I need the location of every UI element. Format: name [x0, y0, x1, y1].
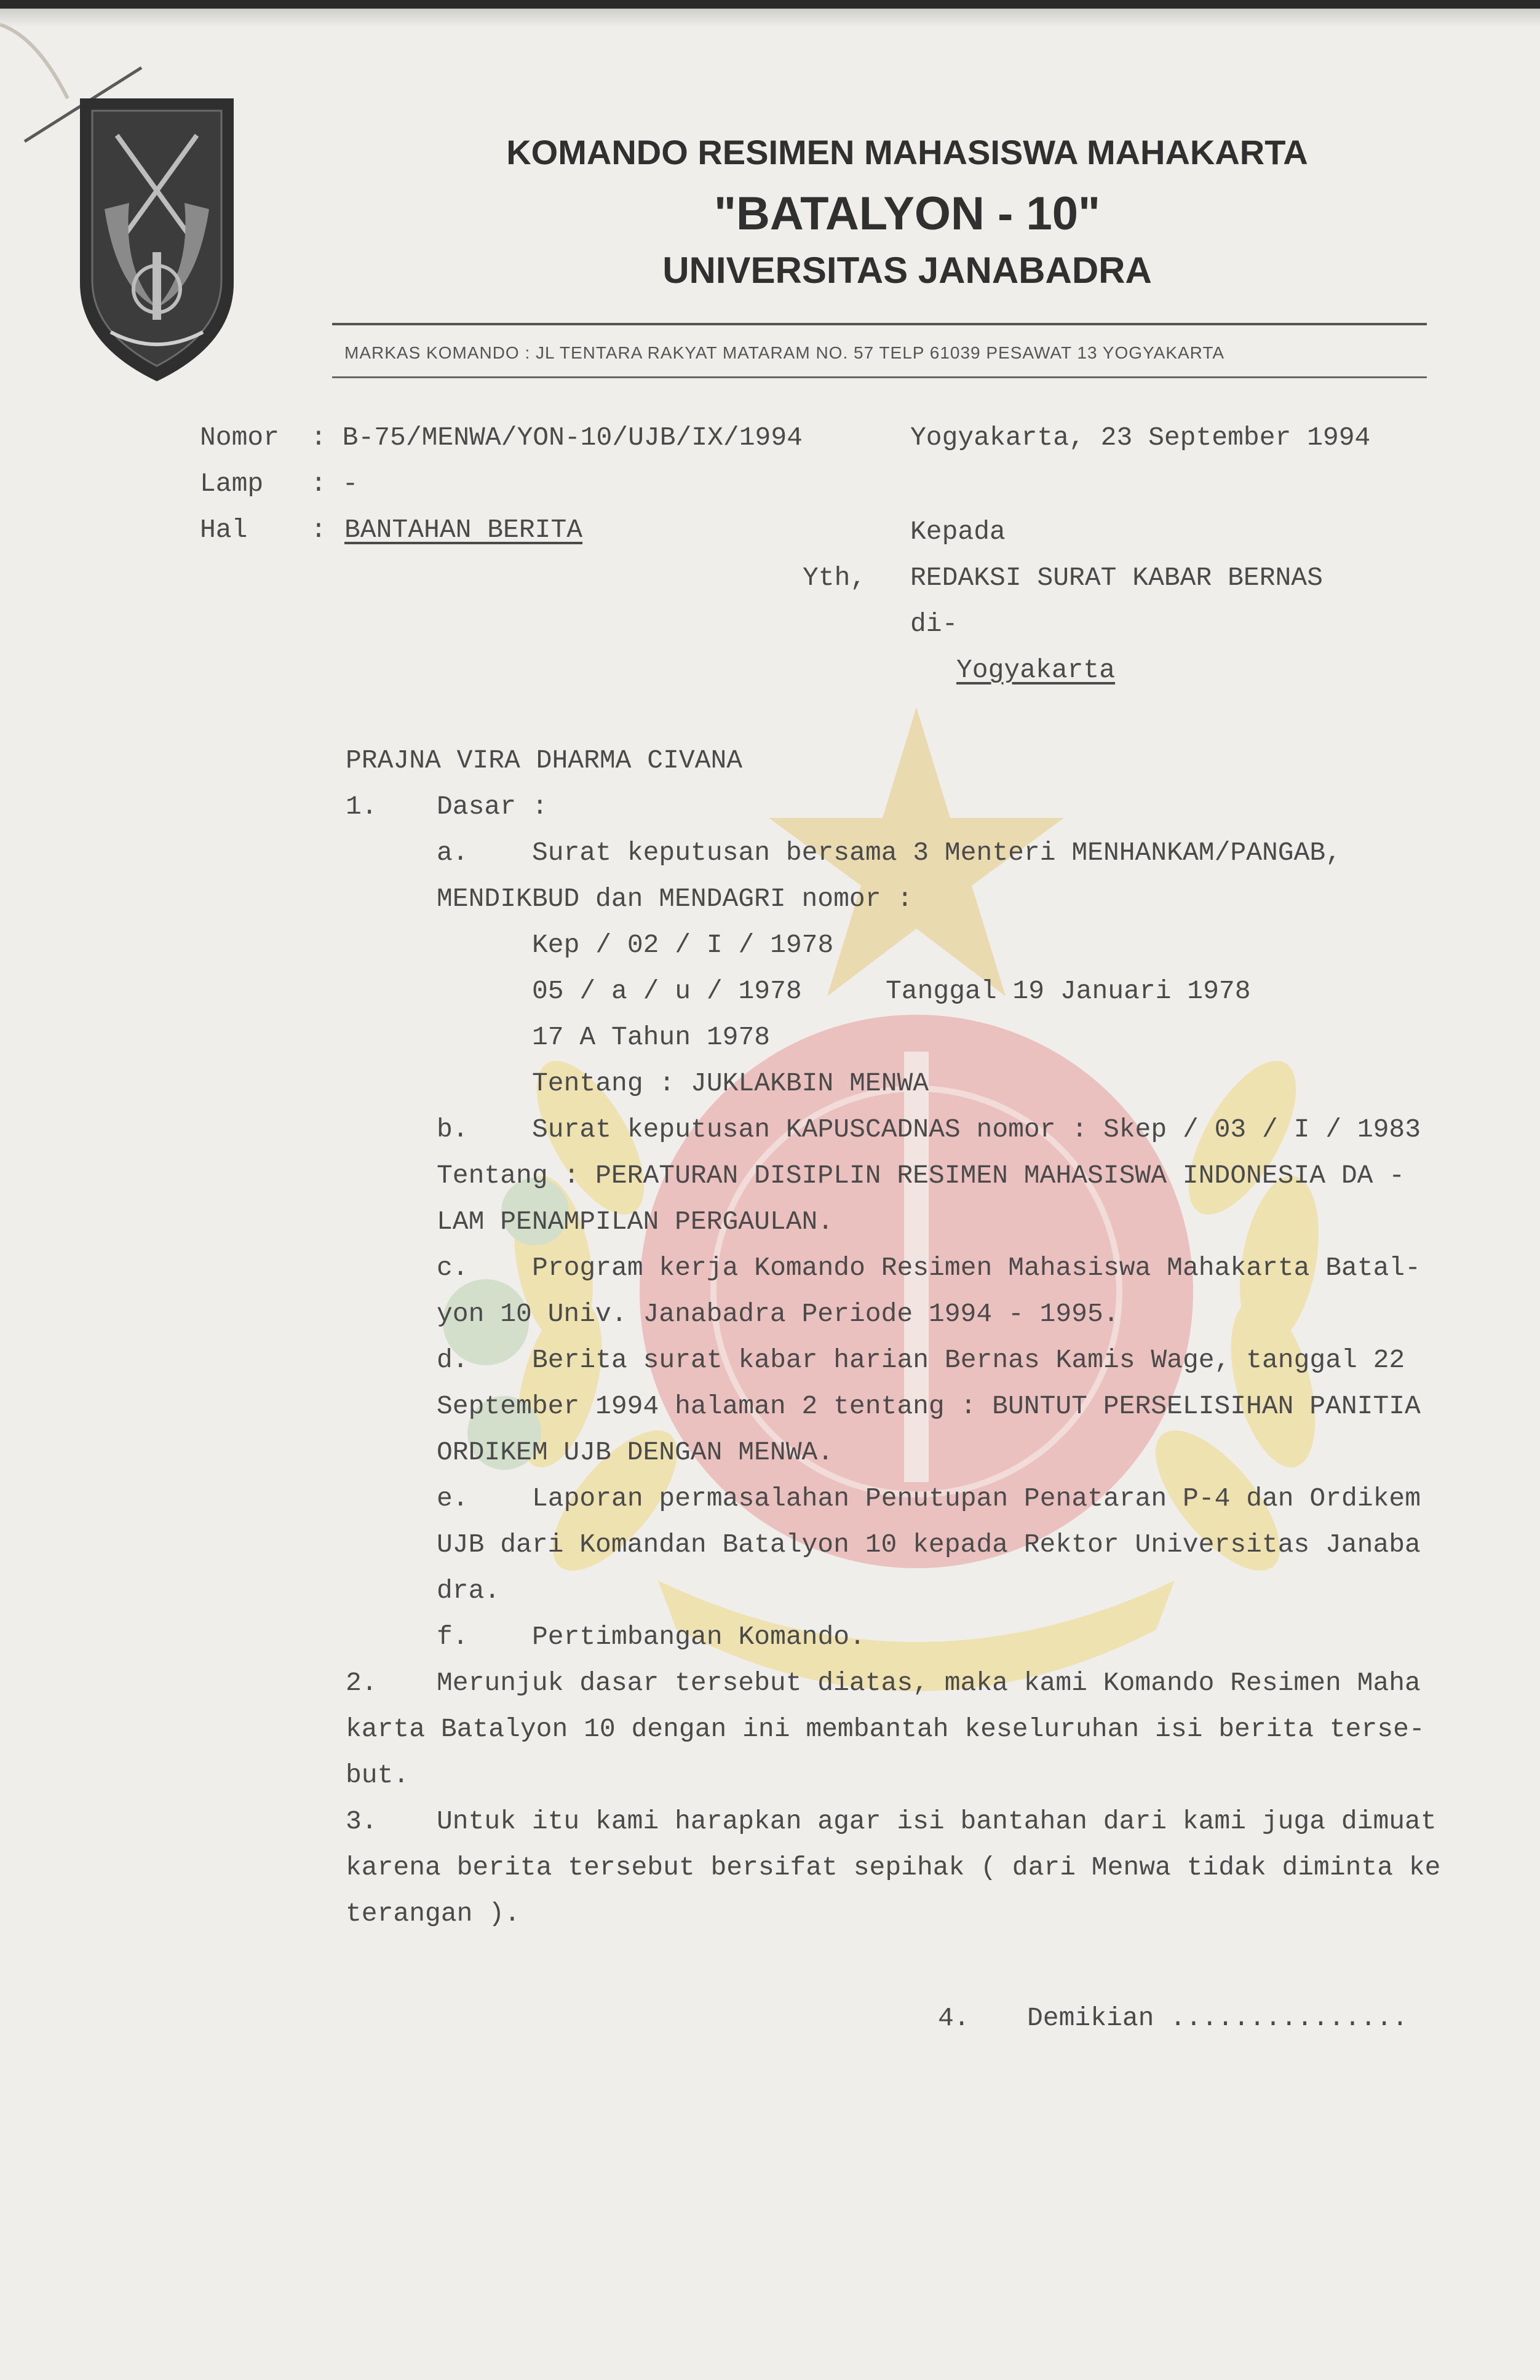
p2-line2: karta Batalyon 10 dengan ini membantah keseluruhan isi berita terse- — [346, 1714, 1425, 1744]
item-b-line1: Surat keputusan KAPUSCADNAS nomor : Skep / 03 / I / 1983 — [532, 1114, 1421, 1144]
p3-line3: terangan ). — [346, 1898, 520, 1929]
item-e-line1: Laporan permasalahan Penutupan Penataran P-4 dan Ordikem — [532, 1483, 1421, 1513]
p1-title: Dasar : — [437, 791, 548, 822]
item-a-line5: 17 A Tahun 1978 — [532, 1022, 771, 1052]
item-d-label: d. — [437, 1345, 469, 1375]
p3-line1: Untuk itu kami harapkan agar isi bantahan dari kami juga dimuat — [437, 1806, 1437, 1836]
batalyon-emblem-icon — [68, 86, 246, 387]
continuation-text: Demikian ............... — [1027, 2003, 1408, 2033]
lamp-label: Lamp — [200, 469, 264, 499]
letterhead-university: UNIVERSITAS JANABADRA — [662, 250, 1152, 291]
item-a-date: Tanggal 19 Januari 1978 — [886, 976, 1251, 1006]
recipient-di: di- — [910, 609, 958, 639]
letterhead-rule-top — [332, 323, 1427, 325]
scan-top-edge — [0, 0, 1540, 9]
item-f-line1: Pertimbangan Komando. — [532, 1622, 865, 1652]
lamp-value: : - — [311, 469, 359, 499]
item-d-line2: September 1994 halaman 2 tentang : BUNTUT PERSELISIHAN PANITIA — [437, 1391, 1421, 1421]
p2-line3: but. — [346, 1760, 410, 1790]
letterhead-address: MARKAS KOMANDO : JL TENTARA RAKYAT MATARAM NO. 57 TELP 61039 PESAWAT 13 YOGYAKARTA — [344, 343, 1225, 362]
letterhead-organization: KOMANDO RESIMEN MAHASISWA MAHAKARTA — [506, 133, 1308, 172]
continuation-number: 4. — [938, 2003, 970, 2033]
nomor-label: Nomor — [200, 422, 280, 453]
item-a-line4: 05 / a / u / 1978 — [532, 976, 802, 1006]
scan-top-shadow — [0, 9, 1540, 27]
item-b-label: b. — [437, 1114, 469, 1144]
item-f-label: f. — [437, 1622, 469, 1652]
letterhead-rule-bottom — [332, 376, 1427, 378]
letterhead-battalion: "BATALYON - 10" — [713, 188, 1101, 240]
item-e-label: e. — [437, 1483, 469, 1513]
recipient-yth: Yth, — [803, 563, 867, 593]
nomor-value: : B-75/MENWA/YON-10/UJB/IX/1994 — [311, 422, 803, 453]
item-a-line3: Kep / 02 / I / 1978 — [532, 930, 834, 960]
item-b-line2: Tentang : PERATURAN DISIPLIN RESIMEN MAHASISWA INDONESIA DA - — [437, 1160, 1405, 1191]
item-e-line2: UJB dari Komandan Batalyon 10 kepada Rektor Universitas Janaba — [437, 1529, 1421, 1560]
item-a-line2: MENDIKBUD dan MENDAGRI nomor : — [437, 884, 913, 914]
motto: PRAJNA VIRA DHARMA CIVANA — [346, 745, 743, 775]
item-c-label: c. — [437, 1253, 469, 1283]
p1-number: 1. — [346, 791, 378, 822]
item-a-label: a. — [437, 838, 469, 868]
hal-colon: : — [311, 515, 327, 545]
recipient-name: REDAKSI SURAT KABAR BERNAS — [910, 563, 1323, 593]
recipient-city: Yogyakarta — [956, 655, 1116, 685]
p3-number: 3. — [346, 1806, 378, 1836]
place-date: Yogyakarta, 23 September 1994 — [910, 422, 1371, 453]
item-d-line1: Berita surat kabar harian Bernas Kamis Wage, tanggal 22 — [532, 1345, 1405, 1375]
hal-value: BANTAHAN BERITA — [344, 515, 583, 545]
recipient-kepada: Kepada — [910, 517, 1006, 547]
item-a-line1: Surat keputusan bersama 3 Menteri MENHANKAM/PANGAB, — [532, 838, 1342, 868]
item-e-line3: dra. — [437, 1576, 501, 1606]
item-b-line3: LAM PENAMPILAN PERGAULAN. — [437, 1207, 834, 1237]
item-c-line2: yon 10 Univ. Janabadra Periode 1994 - 1995. — [437, 1299, 1119, 1329]
p2-line1: Merunjuk dasar tersebut diatas, maka kami Komando Resimen Maha — [437, 1668, 1421, 1698]
p3-line2: karena berita tersebut bersifat sepihak ( dari Menwa tidak diminta ke — [346, 1852, 1441, 1882]
hal-label: Hal — [200, 515, 248, 545]
item-d-line3: ORDIKEM UJB DENGAN MENWA. — [437, 1437, 834, 1467]
item-a-line6: Tentang : JUKLAKBIN MENWA — [532, 1068, 929, 1098]
p2-number: 2. — [346, 1668, 378, 1698]
item-c-line1: Program kerja Komando Resimen Mahasiswa Mahakarta Batal- — [532, 1253, 1421, 1283]
